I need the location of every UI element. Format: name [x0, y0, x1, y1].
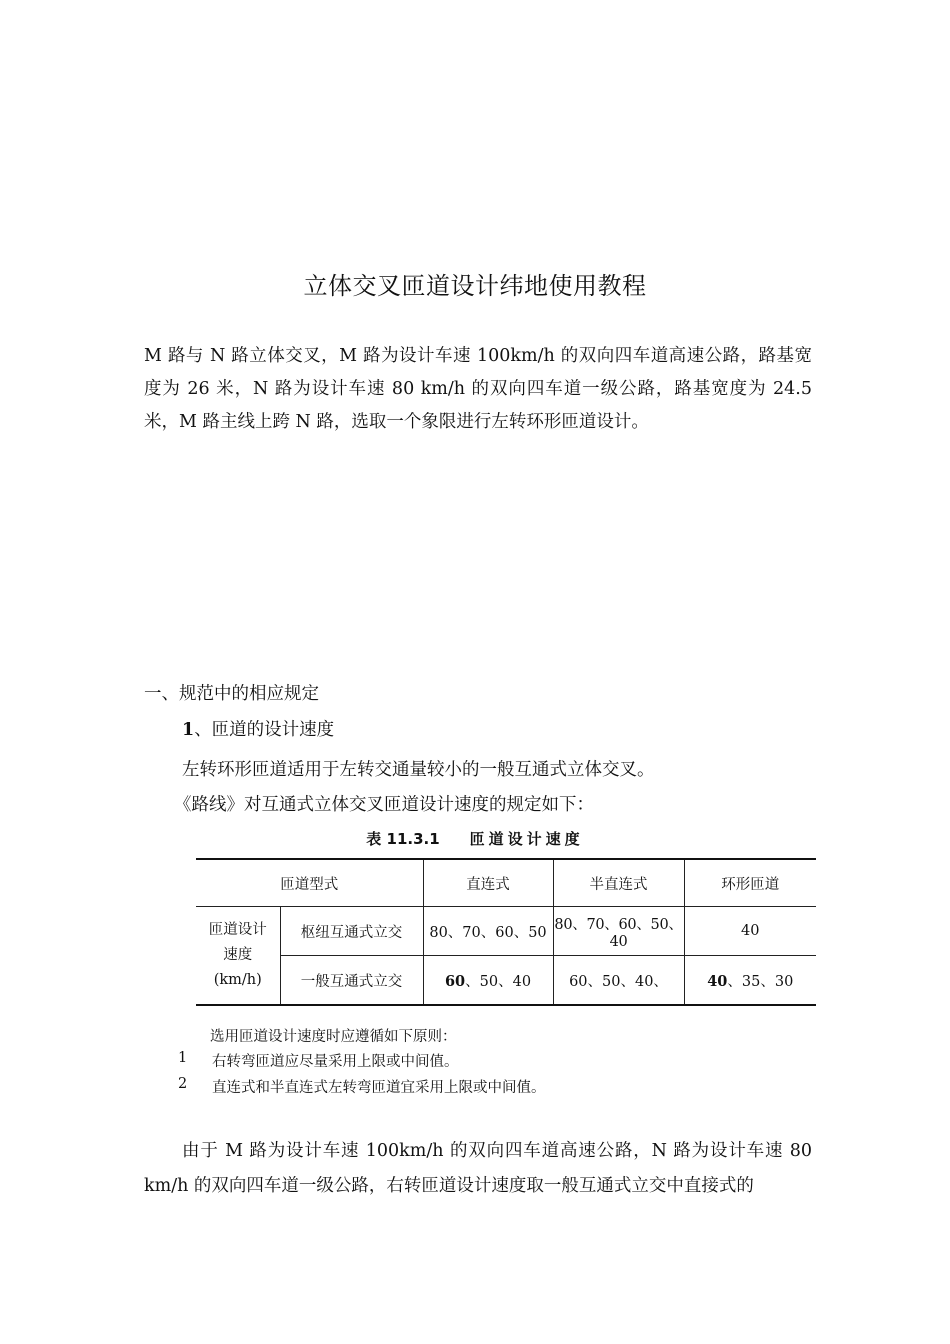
row-general-loop [684, 956, 816, 1006]
intro-paragraph [144, 340, 812, 439]
subsection-number: 1 [182, 720, 195, 740]
table-row [196, 907, 816, 956]
note-2-number: 2 [178, 1076, 188, 1092]
speed-table [196, 858, 816, 1006]
body-line-1: 左转环形匝道适用于左转交通量较小的一般互通式立体交叉。 [182, 760, 655, 780]
notes-lead: 选用匝道设计速度时应遵循如下原则： [210, 1029, 457, 1045]
table-header-row [196, 859, 816, 907]
subsection-title: 、匝道的设计速度 [194, 720, 335, 740]
row-general-name: 一般互通式立交 [280, 956, 423, 1006]
row-label [196, 907, 280, 1006]
table-row [196, 956, 816, 1006]
table-caption [0, 828, 950, 849]
table-caption-number: 表 11.3.1 [366, 830, 440, 848]
row-general-loop-rest: 、35、30 [727, 973, 794, 990]
row-hub-name: 枢纽互通式立交 [280, 907, 423, 956]
row-general-direct-bold: 60 [444, 972, 466, 990]
row-label-line-2: 速度 [223, 947, 253, 963]
row-label-line-1: 匝道设计 [208, 922, 267, 938]
row-hub-direct: 80、70、60、50 [423, 907, 553, 956]
row-hub-semi-direct: 80、70、60、50、40 [553, 907, 684, 956]
note-1-number: 1 [178, 1050, 188, 1066]
intro-text: M 路与 N 路立体交叉，M 路为设计车速 100km/h 的双向四车道高速公路，路基宽度为 26 米，N 路为设计车速 80 km/h 的双向四车道一级公路，路基宽度为 24.5 米，M 路主线上跨 N 路，选取一个象限进行左转环形匝道设计。 [144, 346, 812, 432]
table-caption-name: 匝道设计速度 [469, 830, 584, 848]
row-general-loop-bold: 40 [707, 972, 728, 990]
note-1-text: 右转弯匝道应尽量采用上限或中间值。 [212, 1054, 459, 1070]
section-heading: 一、规范中的相应规定 [144, 684, 319, 704]
header-type: 匝道型式 [196, 859, 423, 907]
header-loop: 环形匝道 [684, 859, 816, 907]
note-2-text: 直连式和半直连式左转弯匝道宜采用上限或中间值。 [212, 1080, 546, 1096]
header-direct: 直连式 [423, 859, 553, 907]
row-label-line-3: (km/h) [213, 972, 262, 988]
conclusion-text: 由于 M 路为设计车速 100km/h 的双向四车道高速公路，N 路为设计车速 80 km/h 的双向四车道一级公路，右转匝道设计速度取一般互通式立交中直接式的 [144, 1141, 812, 1196]
row-general-direct [423, 956, 553, 1006]
page-title: 立体交叉匝道设计纬地使用教程 [303, 272, 647, 300]
subsection-heading [182, 716, 334, 741]
row-general-semi-direct: 60、50、40、 [553, 956, 684, 1006]
conclusion-paragraph [144, 1134, 812, 1204]
row-general-direct-rest: 、50、40 [465, 973, 532, 990]
body-line-2: 《路线》对互通式立体交叉匝道设计速度的规定如下： [174, 795, 594, 815]
header-semi-direct: 半直连式 [553, 859, 684, 907]
row-hub-loop: 40 [684, 907, 816, 956]
